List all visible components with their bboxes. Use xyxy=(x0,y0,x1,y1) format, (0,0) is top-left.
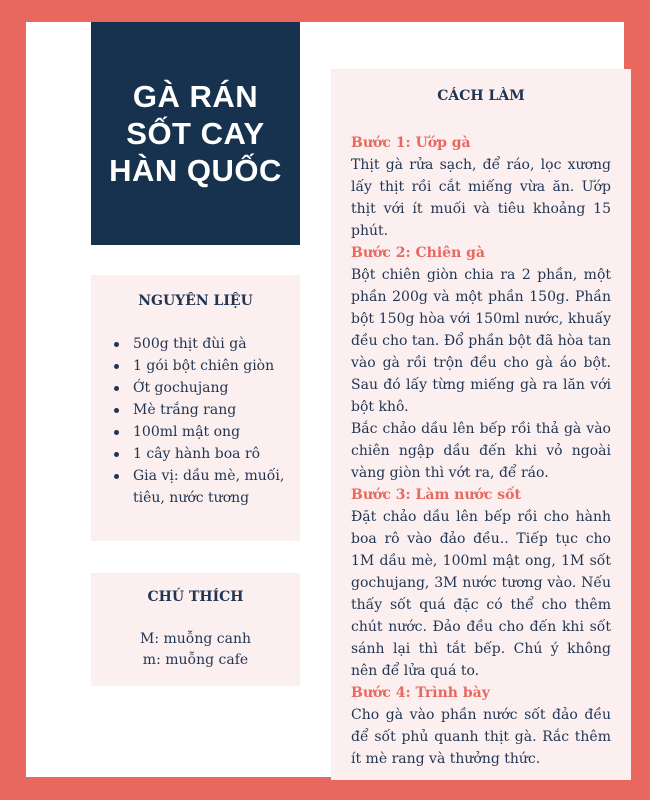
method-heading: CÁCH LÀM xyxy=(437,88,525,104)
step-title: Bước 1: Ướp gà xyxy=(351,135,471,151)
notes-body xyxy=(91,629,300,671)
ingredients-list xyxy=(91,333,300,509)
recipe-title-block xyxy=(91,22,300,245)
ingredients-panel xyxy=(91,275,300,541)
step-title: Bước 4: Trình bày xyxy=(351,685,490,701)
step-text: Cho gà vào phần nước sốt đảo đều để sốt phủ quanh thịt gà. Rắc thêm ít mè rang và thưởng thức. xyxy=(351,707,611,767)
ingredient-item: Gia vị: dầu mè, muối, tiêu, nước tương xyxy=(113,465,300,509)
ingredient-item: Mè trắng rang xyxy=(113,399,300,421)
step-text: Bắc chảo dầu lên bếp rồi thả gà vào chiên ngập dầu đến khi vỏ ngoài vàng giòn thì vớt ra, để ráo. xyxy=(351,421,611,481)
step-title: Bước 2: Chiên gà xyxy=(351,245,485,261)
method-panel xyxy=(331,69,631,780)
step-text: Bột chiên giòn chia ra 2 phần, một phần 200g và một phần 150g. Phần bột 150g hòa với 150ml nước, khuấy đều cho tan. Đổ phần bột đã hòa tan vào gà rồi trộn đều cho gà áo bột. Sau đó lấy từng miếng gà ra lăn với bột khô. xyxy=(351,267,611,415)
ingredient-item: 1 cây hành boa rô xyxy=(113,443,300,465)
ingredient-item: 1 gói bột chiên giòn xyxy=(113,355,300,377)
step-text: Thịt gà rửa sạch, để ráo, lọc xương lấy thịt rồi cắt miếng vừa ăn. Ướp thịt với ít muối và tiêu khoảng 15 phút. xyxy=(351,157,611,239)
title-line-1: GÀ RÁN xyxy=(132,79,259,114)
ingredient-item: 500g thịt đùi gà xyxy=(113,333,300,355)
notes-heading: CHÚ THÍCH xyxy=(147,589,244,605)
ingredients-heading: NGUYÊN LIỆU xyxy=(138,293,253,309)
step-text: Đặt chảo dầu lên bếp rồi cho hành boa rô vào đảo đều.. Tiếp tục cho 1M dầu mè, 100ml mật ong, 1M sốt gochujang, 3M nước tương vào. Nếu thấy sốt quá đặc có thể cho thêm chút nước. Đảo đều cho đến khi sốt sánh lại thì tắt bếp. Chú ý không nên để lửa quá to. xyxy=(351,509,611,679)
title-line-3: HÀN QUỐC xyxy=(109,153,282,188)
note-line: M: muỗng canh xyxy=(139,631,251,647)
title-line-2: SỐT CAY xyxy=(126,116,265,151)
note-line: m: muỗng cafe xyxy=(142,652,249,668)
step-title: Bước 3: Làm nước sốt xyxy=(351,487,521,503)
ingredient-item: Ớt gochujang xyxy=(113,377,300,399)
recipe-sheet xyxy=(26,22,624,777)
notes-panel xyxy=(91,573,300,686)
method-body xyxy=(351,132,611,770)
ingredient-item: 100ml mật ong xyxy=(113,421,300,443)
